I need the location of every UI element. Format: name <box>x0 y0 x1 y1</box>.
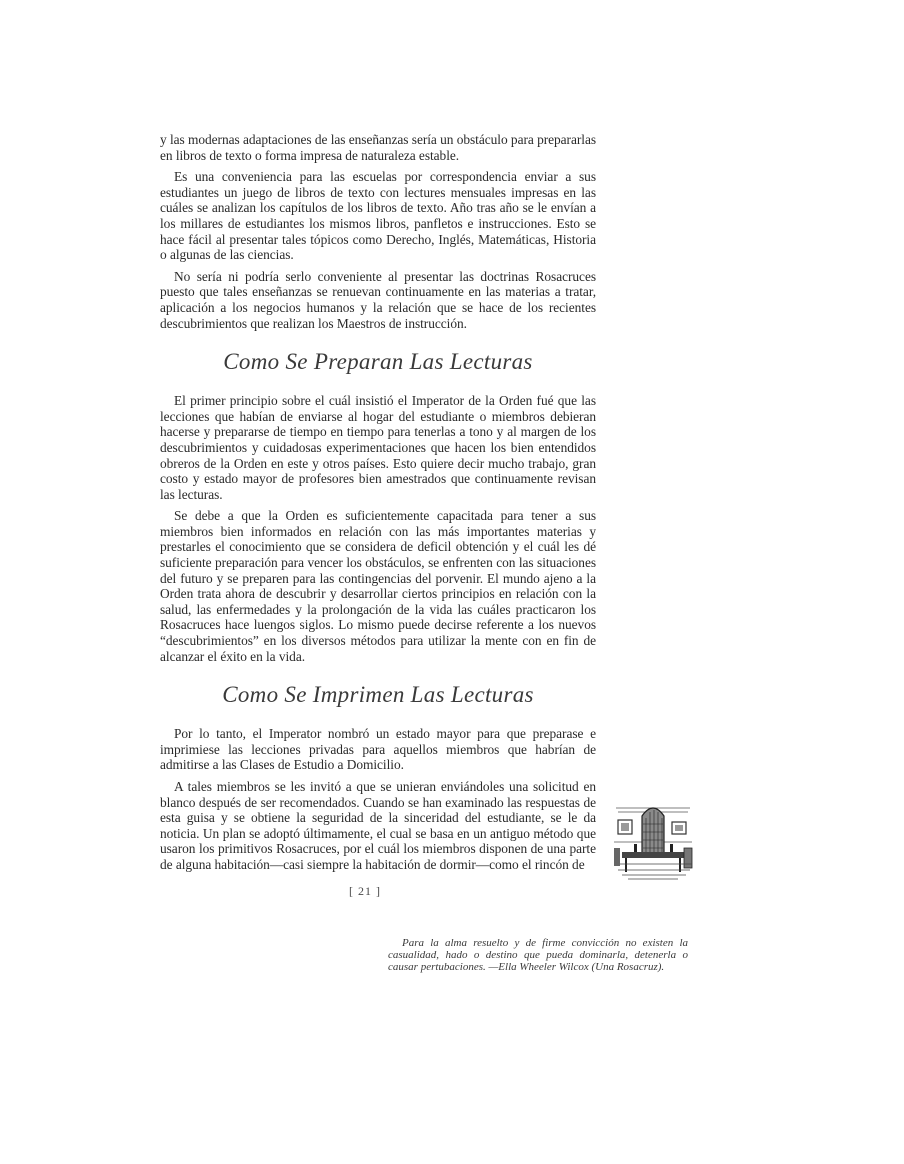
sanctum-room-illustration-icon <box>612 798 694 880</box>
section2-paragraph-1: Por lo tanto, el Imperator nombró un estado mayor para que preparase e imprimiese las lecciones privadas para aquellos miembros que habrían de admitirse a las Clases de Estudio a Domicilio. <box>160 726 596 773</box>
intro-paragraph-1: y las modernas adaptaciones de las enseñanzas sería un obstáculo para prepararlas en libros de texto o forma impresa de naturaleza estable. <box>160 132 596 163</box>
section2-paragraph-2: A tales miembros se les invitó a que se unieran enviándoles una solicitud en blanco después de ser recomendados. Cuando se han examinado las respuestas de esta guisa y se obtiene la seguridad de la sinceridad del estudiante, se le da noticia. Un plan se adoptó últimamente, el cual se basa en un antiguo método que usaron los primitivos Rosacruces, por el cuál los miembros disponen de una parte de alguna habitación—casi siempre la habitación de dormir—como el rincón de <box>160 779 596 872</box>
intro-paragraph-3: No sería ni podría serlo conveniente al presentar las doctrinas Rosacruces puesto que tales enseñanzas se renuevan continuamente en las materias a tratar, aplicación a los negocios humanos y la relación que se hace de los recientes descubrimientos que realizan los Maestros de instrucción. <box>160 268 596 331</box>
section2-body <box>160 726 596 872</box>
article-body <box>160 132 596 873</box>
section1-paragraph-2: Se debe a que la Orden es suficientemente capacitada para tener a sus miembros bien informados en relación con las más importantes materias y prestarles el conocimiento que se considera de deficil obtención y el cuál les dé suficiente preparación para vencer los obstáculos, se enfrenten con las situaciones del futuro y se preparen para las contingencias del porvenir. El mundo ajeno a la Orden trata ahora de descubrir y desarrollar ciertos principios en relación con la salud, las enfermedades y la prolongación de la vida las cuáles practicaron los Rosacruces hace luengos siglos. Lo mismo puede decirse referente a los nuevos “descubrimientos” en los diversos métodos para utilizar la mente con en fin de alcanzar el éxito en la vida. <box>160 508 596 664</box>
section-heading-imprimen: Como Se Imprimen Las Lecturas <box>222 682 534 708</box>
section1-paragraph-1: El primer principio sobre el cuál insistió el Imperator de la Orden fué que las lecciones que habían de enviarse al hogar del estudiante o miembros debieran hacerse y prepararse de tiempo en tiempo para tenerlas a tono y al margen de los descubrimientos y cuidadosas experimentaciones que hacen los bien entendidos obreros de la Orden en este y otros países. Esto quiere decir mucho trabajo, gran costo y estado mayor de profesores bien amestrados que continuamente revisan las lecturas. <box>160 393 596 502</box>
footer-quote: Para la alma resuelto y de firme convicción no existen la casualidad, hado o destino que pueda dominarla, detenerla o causar pertubaciones. —Ella Wheeler Wilcox (Una Rosacruz). <box>388 937 688 973</box>
intro-paragraph-2: Es una conveniencia para las escuelas por correspondencia enviar a sus estudiantes un juego de libros de texto con lectures mensuales impresas en las cuáles se analizan los capítulos de los libros de texto. Año tras año se le envían a los millares de estudiantes los mismos libros, panfletos e instrucciones. Esto se hace fácil al presentar tales tópicos como Derecho, Inglés, Matemáticas, Historia o algunas de las ciencias. <box>160 169 596 263</box>
page-number: [ 21 ] <box>349 884 381 898</box>
section-heading-preparan: Como Se Preparan Las Lecturas <box>223 349 533 375</box>
